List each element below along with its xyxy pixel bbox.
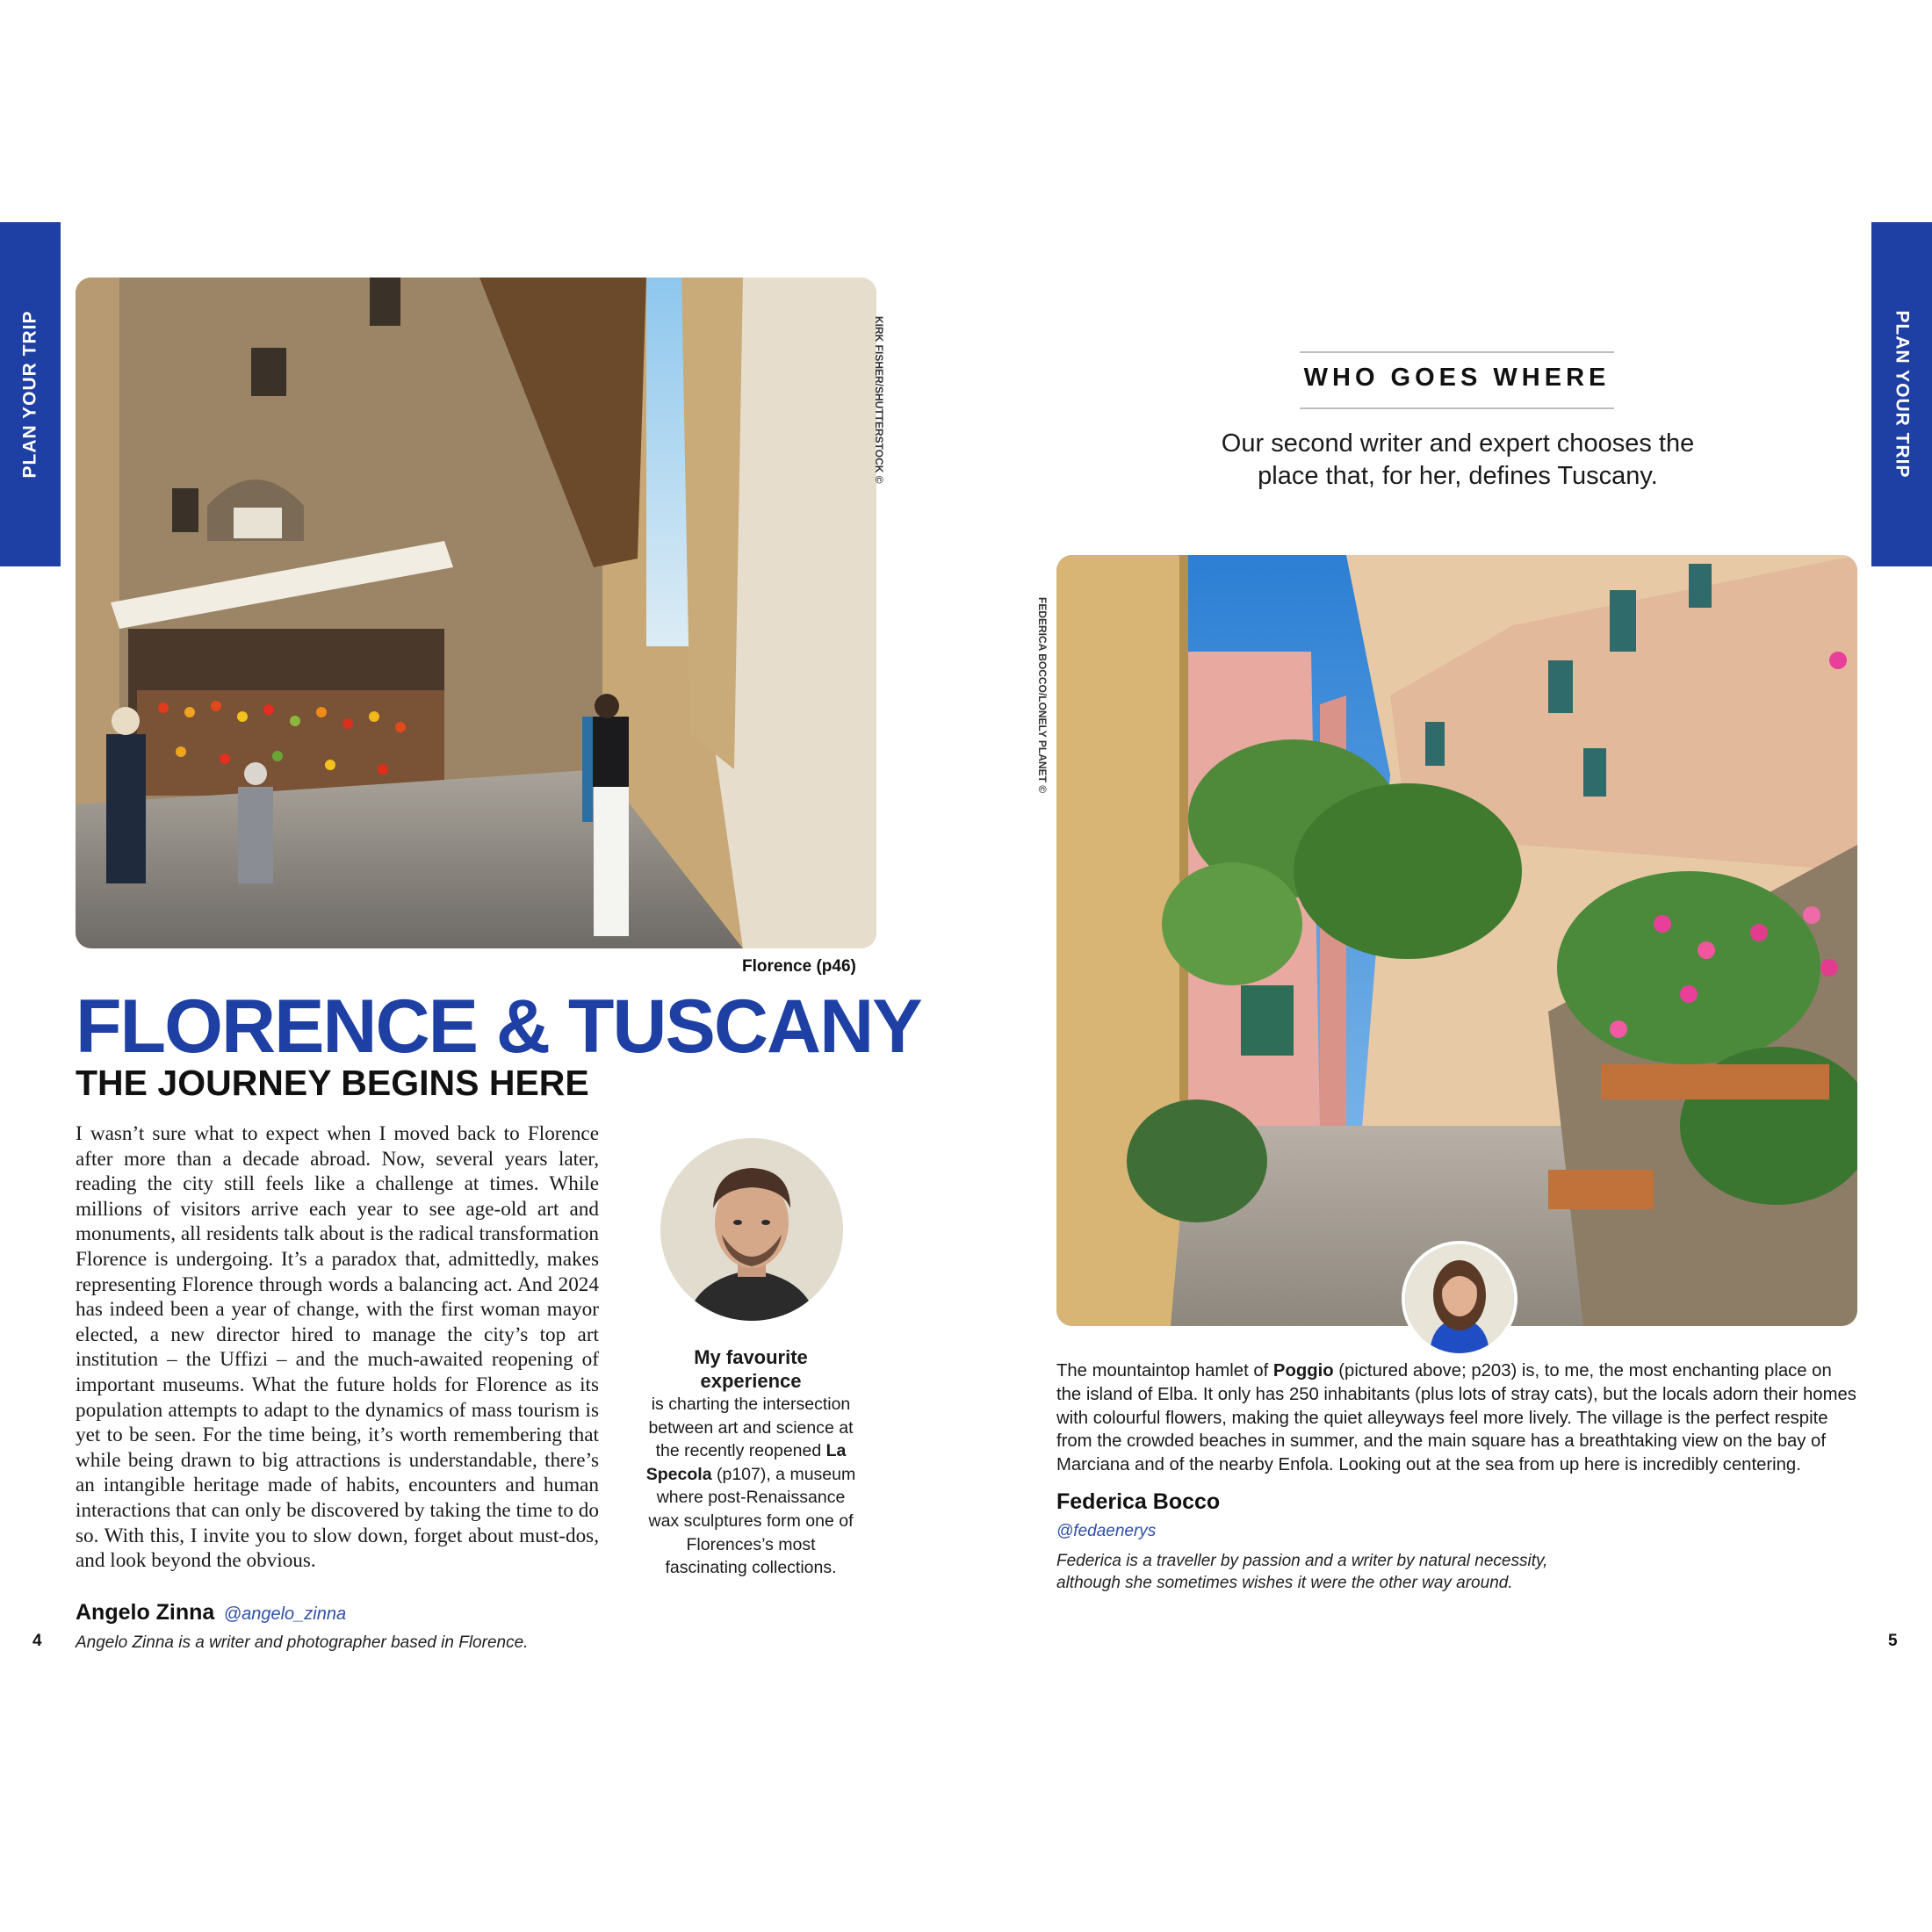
section-heading-rule-top bbox=[1300, 351, 1614, 353]
poggio-text-before: The mountaintop hamlet of bbox=[1056, 1361, 1269, 1381]
author-byline bbox=[76, 1600, 346, 1626]
author-bio: Angelo Zinna is a writer and photographer based in Florence. bbox=[76, 1633, 529, 1652]
second-author-handle-link[interactable]: @fedaenerys bbox=[1056, 1522, 1157, 1540]
photo-caption: Florence (p46) bbox=[742, 957, 856, 976]
section-heading: WHO GOES WHERE bbox=[1303, 364, 1611, 392]
right-photo-credit: FEDERICA BOCCO/LONELY PLANET © bbox=[1036, 597, 1049, 794]
favourite-experience-box bbox=[645, 1345, 856, 1580]
poggio-place: Poggio bbox=[1272, 1361, 1334, 1381]
section-heading-rule-bottom bbox=[1300, 407, 1614, 409]
page-number-right: 5 bbox=[1888, 1632, 1898, 1650]
author-name: Angelo Zinna bbox=[76, 1600, 215, 1625]
second-author-name: Federica Bocco bbox=[1056, 1489, 1221, 1514]
federica-avatar bbox=[1402, 1241, 1517, 1357]
poggio-description bbox=[1056, 1359, 1857, 1477]
side-tab-left-label: PLAN YOUR TRIP bbox=[19, 310, 40, 479]
second-author-bio: Federica is a traveller by passion and a writer by natural necessity, although she sometimes wishes it were the other way around. bbox=[1056, 1552, 1548, 1592]
section-intro: Our second writer and expert chooses the place that, for her, defines Tuscany. bbox=[1221, 429, 1695, 490]
favourite-text-before: is charting the intersection between art and science at the recently reopened bbox=[648, 1395, 854, 1461]
florence-street-photo bbox=[76, 278, 876, 948]
side-tab-right-label: PLAN YOUR TRIP bbox=[1892, 310, 1913, 479]
author-handle-link[interactable]: @angelo_zinna bbox=[223, 1604, 347, 1624]
intro-body-text: I wasn’t sure what to expect when I moved back to Florence after more than a decade abroad. Now, several years later, reading the city still feels like a challenge at times. While millions of visitors arrive each year to see age-old art and monuments, all residents talk about is the radical transformation Florence is undergoing. It’s a paradox that, admittedly, makes representing Florence through words a balancing act. And 2024 has indeed been a year of change, with the first woman mayor elected, a new director hired to manage the city’s top art institution – the Uffizi – and the much-awaited reopening of important museums. What the future holds for Florence as its population attempts to adapt to the dynamics of mass tourism is yet to be seen. For the time being, it’s worth remembering that while being drawn to big attractions is understandable, there’s an intangible heritage made of habits, encounters and human interactions that can only be discovered by taking the time to do so. With this, I invite you to slow down, forget about must-dos, and look beyond the obvious. bbox=[76, 1122, 599, 1573]
poggio-text-after: (pictured above; p203) is, to me, the most enchanting place on the island of Elba. It only has 250 inhabitants (plus lots of stray cats), but the locals adorn their homes with colourful flowers, making the quiet alleyways feel more lively. The village is the perfect respite from the crowded beaches in summer, and the main square has a breathtaking view on the bay of Marciana and of the nearby Enfola. Looking out at the sea from up here is incredibly centering. bbox=[1056, 1361, 1856, 1475]
favourite-heading: My favourite experience bbox=[694, 1346, 808, 1392]
favourite-text-after: (p107), a museum where post-Renaissance wax sculptures form one of Florences’s most fascinating collections. bbox=[648, 1464, 856, 1578]
page-number-left: 4 bbox=[32, 1632, 42, 1650]
page-subtitle: THE JOURNEY BEGINS HERE bbox=[76, 1063, 589, 1103]
angelo-avatar bbox=[660, 1138, 843, 1321]
poggio-alley-photo bbox=[1056, 555, 1857, 1326]
side-tab-left bbox=[0, 222, 61, 566]
side-tab-right bbox=[1871, 222, 1932, 566]
left-photo-credit: KIRK FISHER/SHUTTERSTOCK © bbox=[873, 316, 885, 484]
page-title: FLORENCE & TUSCANY bbox=[76, 984, 921, 1069]
favourite-place: La Specola bbox=[645, 1441, 847, 1484]
